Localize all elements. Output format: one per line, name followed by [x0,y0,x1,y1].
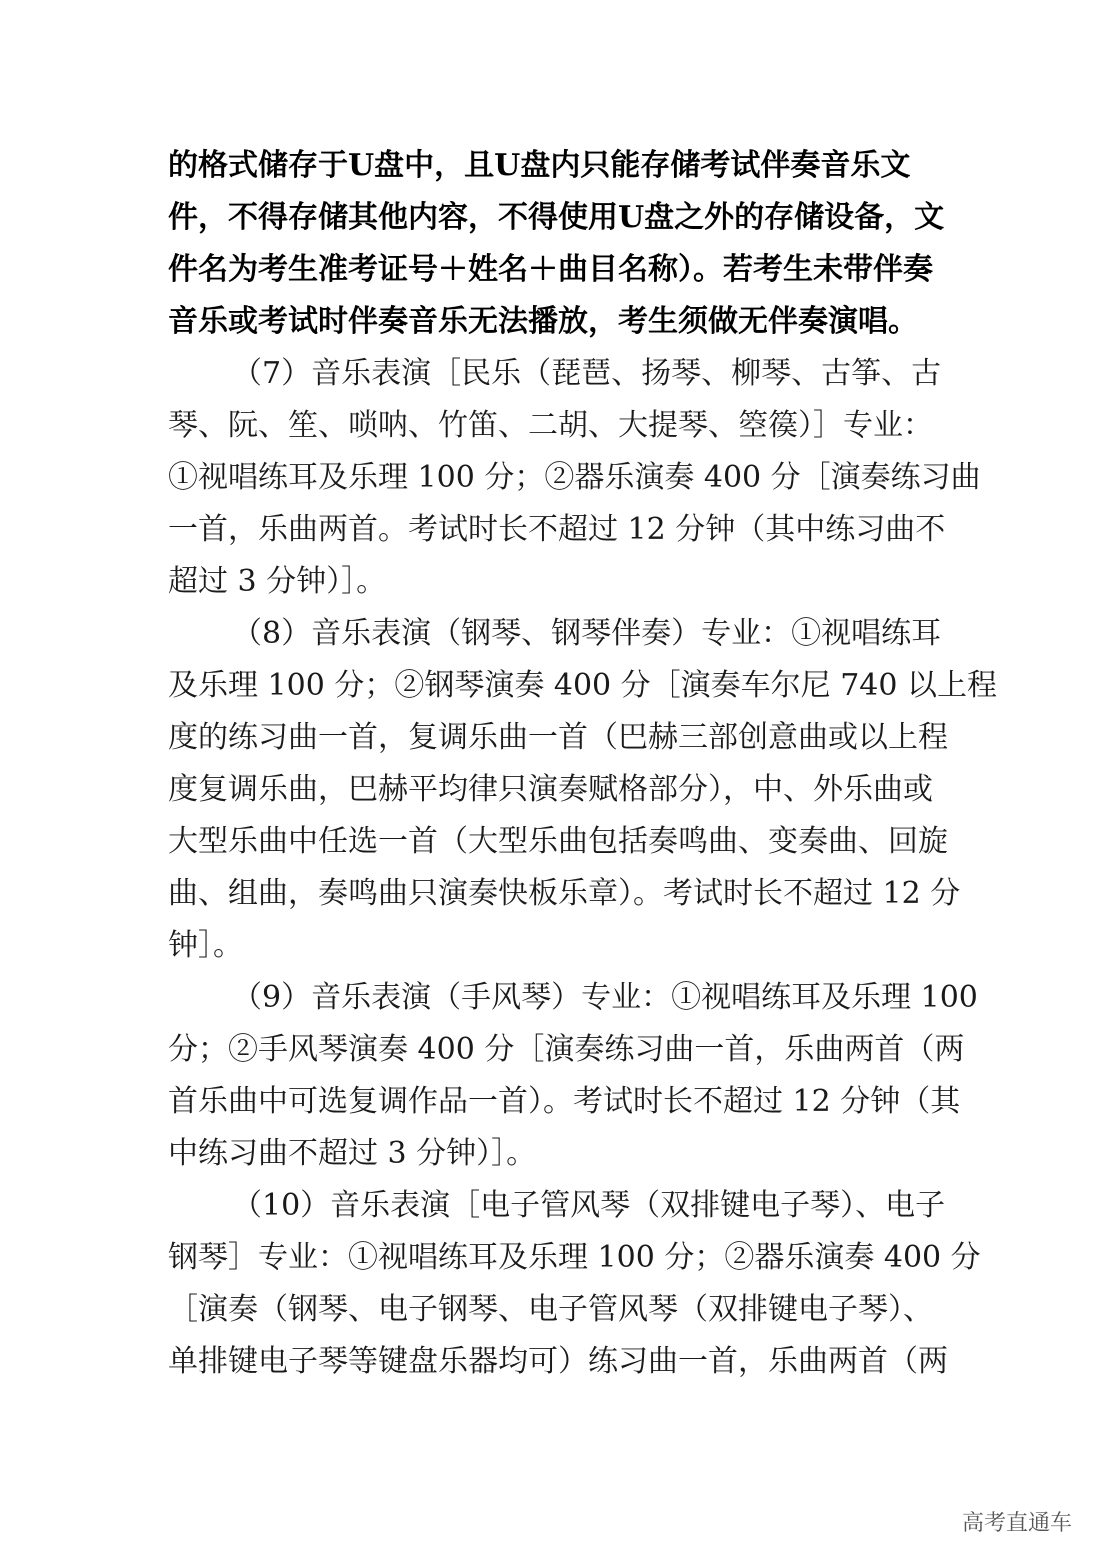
text-line: 及乐理 100 分；②钢琴演奏 400 分［演奏车尔尼 740 以上程 [168,668,997,703]
text-line: 的格式储存于U盘中，且U盘内只能存储考试伴奏音乐文 [168,148,911,183]
text-line: 超过 3 分钟）］。 [168,564,387,599]
text-line: 度的练习曲一首，复调乐曲一首（巴赫三部创意曲或以上程 [168,720,948,755]
text-line: 音乐或考试时伴奏音乐无法播放，考生须做无伴奏演唱。 [168,304,918,339]
text-line: ①视唱练耳及乐理 100 分；②器乐演奏 400 分［演奏练习曲 [168,460,981,495]
document-body [168,140,997,1388]
text-line: 首乐曲中可选复调作品一首）。考试时长不超过 12 分钟（其 [168,1084,961,1119]
text-line: 度复调乐曲，巴赫平均律只演奏赋格部分），中、外乐曲或 [168,772,933,807]
text-line: 中练习曲不超过 3 分钟）］。 [168,1136,537,1171]
text-line: ［演奏（钢琴、电子钢琴、电子管风琴（双排键电子琴）、 [168,1292,933,1327]
text-line: 曲、组曲，奏鸣曲只演奏快板乐章）。考试时长不超过 12 分 [168,876,961,911]
paragraph-8-first-line: （8）音乐表演（钢琴、钢琴伴奏）专业：①视唱练耳 [232,616,942,651]
text-line: 琴、阮、笙、唢呐、竹笛、二胡、大提琴、箜篌）］专业： [168,408,933,443]
text-line: 单排键电子琴等键盘乐器均可）练习曲一首，乐曲两首（两 [168,1344,948,1379]
paragraph-7-first-line: （7）音乐表演［民乐（琵琶、扬琴、柳琴、古筝、古 [232,356,942,391]
watermark: 高考直通车 [961,1511,1072,1536]
text-line: 钢琴］专业：①视唱练耳及乐理 100 分；②器乐演奏 400 分 [168,1240,981,1275]
paragraph-10-first-line: （10）音乐表演［电子管风琴（双排键电子琴）、电子 [232,1188,946,1223]
text-line: 件，不得存储其他内容，不得使用U盘之外的存储设备，文 [168,200,945,235]
text-line: 件名为考生准考证号＋姓名＋曲目名称）。若考生未带伴奏 [168,252,933,287]
text-line: 分；②手风琴演奏 400 分［演奏练习曲一首，乐曲两首（两 [168,1032,965,1067]
text-line: 钟］。 [168,928,243,963]
text-line: 大型乐曲中任选一首（大型乐曲包括奏鸣曲、变奏曲、回旋 [168,824,948,859]
paragraph-9-first-line: （9）音乐表演（手风琴）专业：①视唱练耳及乐理 100 [232,980,978,1015]
text-line: 一首，乐曲两首。考试时长不超过 12 分钟（其中练习曲不 [168,512,946,547]
